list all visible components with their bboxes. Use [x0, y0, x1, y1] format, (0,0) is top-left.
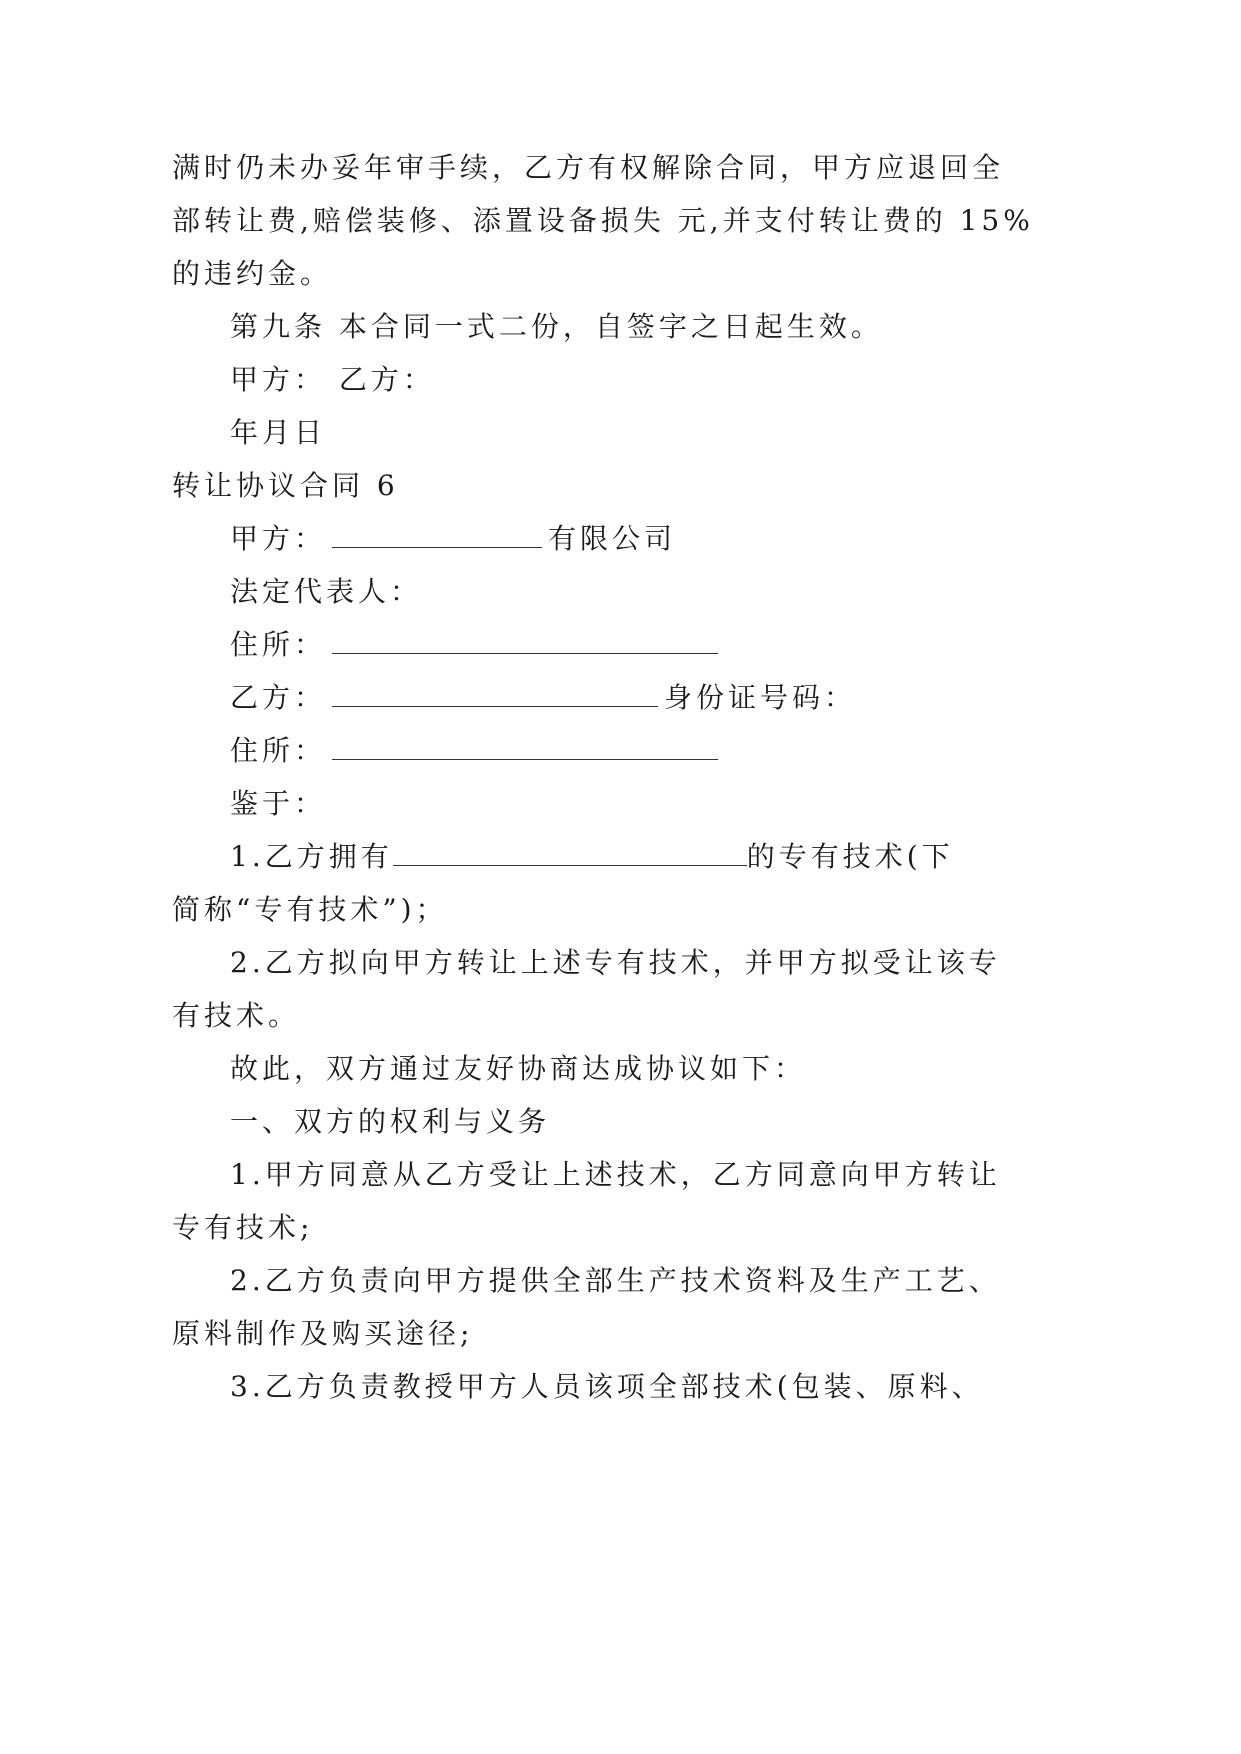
whereas-item-1 — [230, 837, 954, 877]
address-b-label: 住所： — [230, 734, 327, 767]
party-a-suffix: 有限公司 — [548, 522, 677, 555]
party-b-label: 乙方： — [230, 681, 327, 714]
section-heading: 一、双方的权利与义务 — [230, 1105, 551, 1138]
paragraph-line: 的违约金。 — [172, 257, 333, 290]
party-a-line — [230, 519, 676, 559]
party-a-label: 甲方： — [230, 522, 327, 555]
paragraph-line: 满时仍未办妥年审手续，乙方有权解除合同，甲方应退回全 — [172, 151, 1005, 184]
clause-3: 3.乙方负责教授甲方人员该项全部技术(包装、原料、 — [230, 1370, 984, 1403]
paragraph-line: 有技术。 — [172, 999, 301, 1032]
address-a-label: 住所： — [230, 628, 327, 661]
technology-blank — [393, 841, 747, 866]
address-a-line — [230, 625, 724, 665]
legal-representative: 法定代表人： — [230, 575, 423, 608]
paragraph-line: 专有技术; — [172, 1211, 314, 1244]
whereas-item-1-suffix: 的专有技术(下 — [746, 840, 954, 873]
paragraph-line: 简称“专有技术”)； — [172, 893, 448, 926]
address-b-blank — [332, 735, 718, 760]
party-b-line — [230, 678, 856, 718]
paragraph-line: 部转让费,赔偿装修、添置设备损失 元,并支付转让费的 15% — [172, 204, 1034, 237]
address-b-line — [230, 731, 724, 771]
party-b-blank — [332, 682, 658, 707]
paragraph-line: 原料制作及购买途径; — [172, 1317, 474, 1350]
whereas-item-1-prefix: 1.乙方拥有 — [230, 840, 393, 873]
id-number-label: 身份证号码： — [664, 681, 857, 714]
party-a-blank — [332, 523, 542, 548]
address-a-blank — [332, 629, 718, 654]
article-nine: 第九条 本合同一式二份，自签字之日起生效。 — [230, 310, 883, 343]
whereas-heading: 鉴于： — [230, 787, 327, 820]
clause-2: 2.乙方负责向甲方提供全部生产技术资料及生产工艺、 — [230, 1264, 1001, 1297]
clause-1: 1.甲方同意从乙方受让上述技术，乙方同意向甲方转让 — [230, 1158, 1001, 1191]
signature-line: 甲方： 乙方： — [230, 363, 435, 396]
agreement-intro: 故此，双方通过友好协商达成协议如下： — [230, 1052, 807, 1085]
date-line: 年月日 — [230, 416, 327, 449]
section-title: 转让协议合同 6 — [172, 469, 399, 502]
whereas-item-2: 2.乙方拟向甲方转让上述专有技术，并甲方拟受让该专 — [230, 946, 1001, 979]
